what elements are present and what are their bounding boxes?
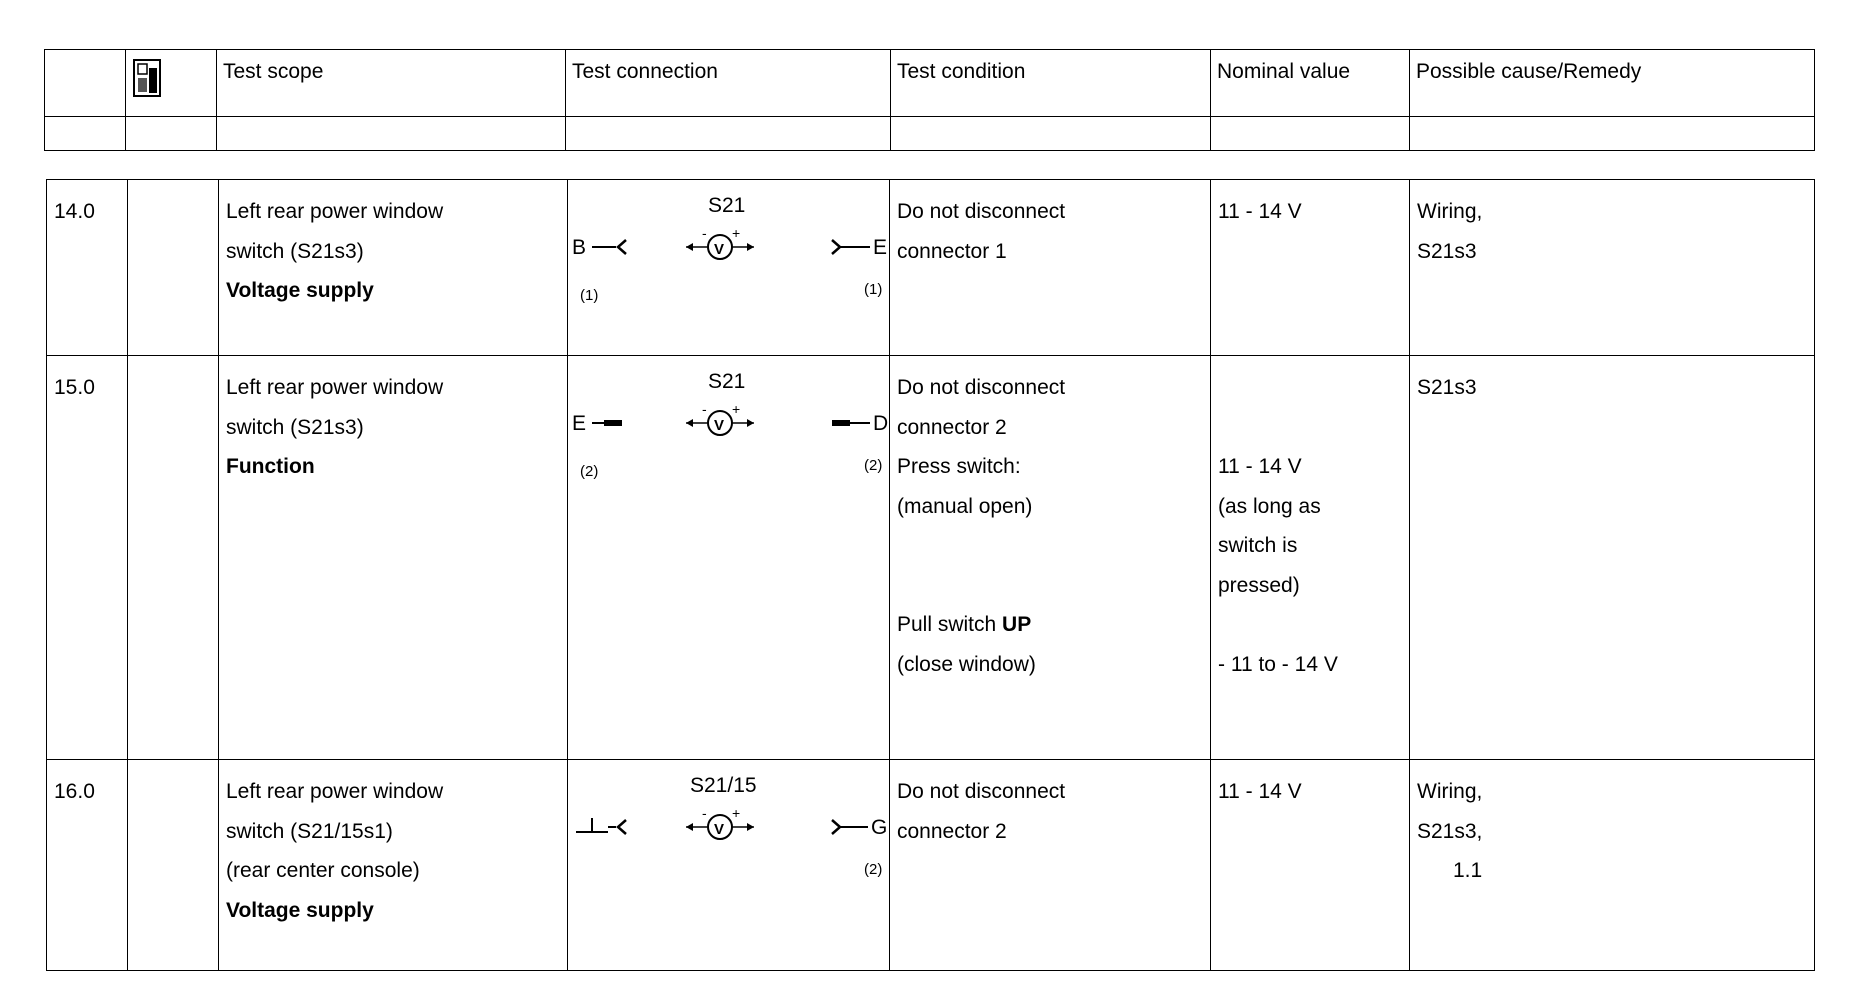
connector-label: S21/15: [690, 774, 757, 797]
male-connector-icon: [832, 820, 840, 834]
connection-diagram: [568, 356, 890, 506]
svg-text:-: -: [702, 225, 707, 241]
svg-text:V: V: [714, 417, 725, 434]
header-col-test-condition: Test condition: [891, 50, 1211, 117]
test-condition-cell: Do not disconnect connector 1: [890, 180, 1211, 356]
test-scope-cell: Left rear power window switch (S21s3) Function: [219, 356, 568, 760]
left-pin: E: [572, 412, 587, 435]
tester-cell: [128, 356, 219, 760]
left-note: (2): [580, 463, 599, 480]
row-number: 15.0: [47, 356, 128, 760]
tester-cell: [128, 180, 219, 356]
row-number: 16.0: [47, 760, 128, 971]
connector-label: S21: [708, 194, 746, 217]
female-connector-icon: [618, 240, 626, 254]
test-scope-cell: Left rear power window switch (S21s3) Voltage supply: [219, 180, 568, 356]
possible-cause-cell: S21s3: [1410, 356, 1815, 760]
test-scope-cell: Left rear power window switch (S21/15s1) (rear center console) Voltage supply: [219, 760, 568, 971]
female-connector-icon: [618, 820, 626, 834]
svg-text:+: +: [732, 805, 741, 821]
possible-cause-cell: Wiring, S21s3: [1410, 180, 1815, 356]
header-col-test-scope: Test scope: [217, 50, 566, 117]
tester-cell: [128, 760, 219, 971]
male-connector-icon: [604, 420, 622, 426]
nominal-value-cell: 11 - 14 V (as long as switch is pressed) - 11 to - 14 V: [1211, 356, 1410, 760]
test-table: [46, 179, 1815, 971]
svg-text:-: -: [702, 401, 707, 417]
svg-text:+: +: [732, 401, 741, 417]
nominal-value-cell: 11 - 14 V: [1211, 180, 1410, 356]
right-pin: G: [871, 816, 888, 839]
connection-diagram: [568, 180, 890, 330]
left-note: (1): [580, 287, 599, 304]
header-blank-row: [45, 117, 1815, 151]
male-connector-icon: [832, 420, 850, 426]
table-row: [47, 356, 1815, 760]
connector-label: S21: [708, 370, 746, 393]
svg-text:V: V: [714, 241, 725, 258]
header-col-possible-cause: Possible cause/Remedy: [1410, 50, 1815, 117]
header-col-nominal-value: Nominal value: [1211, 50, 1410, 117]
test-connection-cell: [568, 180, 890, 356]
right-note: (2): [864, 861, 883, 878]
header-table: [44, 49, 1815, 151]
right-pin: D: [873, 412, 889, 435]
header-col-number: [45, 50, 126, 117]
svg-text:+: +: [732, 225, 741, 241]
svg-text:V: V: [714, 821, 725, 838]
right-note: (1): [864, 281, 883, 298]
header-col-test-connection: Test connection: [566, 50, 891, 117]
left-pin: B: [572, 236, 587, 259]
tester-icon: [132, 58, 162, 98]
right-note: (2): [864, 457, 883, 474]
right-pin: E: [873, 236, 888, 259]
possible-cause-cell: Wiring, S21s3, 1.1: [1410, 760, 1815, 971]
table-row: [47, 760, 1815, 971]
male-connector-icon: [832, 240, 840, 254]
test-connection-cell: [568, 760, 890, 971]
row-number: 14.0: [47, 180, 128, 356]
ground-icon: [576, 818, 608, 832]
table-row: [47, 180, 1815, 356]
test-condition-cell: Do not disconnect connector 2 Press switch: (manual open) Pull switch UP (close window): [890, 356, 1211, 760]
svg-text:-: -: [702, 805, 707, 821]
test-connection-cell: [568, 356, 890, 760]
nominal-value-cell: 11 - 14 V: [1211, 760, 1410, 971]
connection-diagram: [568, 760, 890, 910]
header-row: [45, 50, 1815, 117]
test-condition-cell: Do not disconnect connector 2: [890, 760, 1211, 971]
header-col-tester: [126, 50, 217, 117]
